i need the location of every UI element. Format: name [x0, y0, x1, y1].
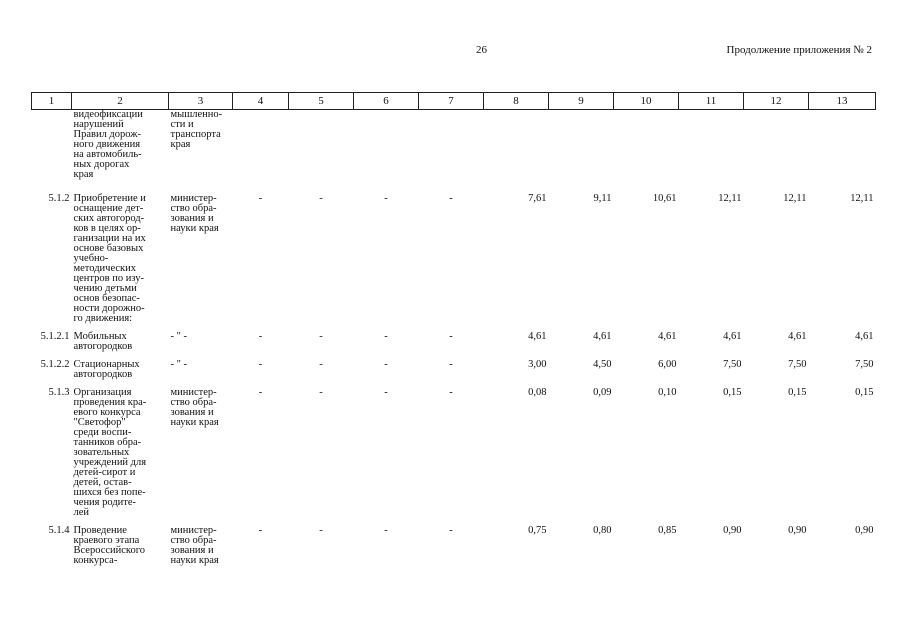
cell-value: 9,11 — [593, 193, 612, 204]
cell-value — [744, 110, 809, 181]
cell-value: 7,50 — [788, 359, 807, 370]
cell-value: 0,80 — [593, 525, 612, 536]
col-header: 7 — [419, 93, 484, 110]
cell-value: 4,61 — [593, 331, 612, 342]
cell-value: - — [258, 359, 263, 370]
cell-value: 7,50 — [723, 359, 742, 370]
cell-value: 7,50 — [855, 359, 874, 370]
cell-value: 4,61 — [723, 331, 742, 342]
cell-value: 0,09 — [593, 387, 612, 398]
cell-value: 0,90 — [723, 525, 742, 536]
cell-value: 0,15 — [723, 387, 742, 398]
cell-value: 0,90 — [855, 525, 874, 536]
cell-value: - — [384, 525, 388, 536]
cell-value: 0,90 — [788, 525, 807, 536]
cell-value: 12,11 — [783, 193, 807, 204]
measure-name: видеофиксации нарушений Правил дорож- ного движения на автомобиль- ных дорогах края — [73, 109, 143, 180]
col-header: 9 — [549, 93, 614, 110]
table-row — [32, 324, 876, 352]
cell-value: - — [449, 193, 453, 204]
cell-value — [233, 110, 289, 181]
cell-value — [419, 110, 484, 181]
item-number: 5.1.4 — [48, 525, 70, 536]
table-row — [32, 380, 876, 518]
cell-value — [354, 110, 419, 181]
responsible-body: - " - — [170, 331, 188, 342]
cell-value: 4,61 — [528, 331, 547, 342]
table-row — [32, 110, 876, 181]
cell-value: 7,61 — [528, 193, 547, 204]
responsible-body: министер- ство обра- зования и науки края — [170, 193, 219, 234]
col-header: 13 — [809, 93, 876, 110]
cell-value: 0,75 — [528, 525, 547, 536]
cell-value: 10,61 — [652, 193, 677, 204]
measure-name: Организация проведения кра- евого конкурса "Светофор" среди воспи- танников обра- зовательных учреждений для детей-сирот и детей, остав- шихся без попе- чения родите- лей — [73, 387, 147, 518]
cell-value: 4,61 — [788, 331, 807, 342]
measure-name: Проведение краевого этапа Всероссийского конкурса- — [73, 525, 146, 566]
cell-value: 0,08 — [528, 387, 547, 398]
col-header: 10 — [614, 93, 679, 110]
col-header: 4 — [233, 93, 289, 110]
item-number: 5.1.2.2 — [40, 359, 70, 370]
cell-value: 6,00 — [658, 359, 677, 370]
cell-value: 4,61 — [855, 331, 874, 342]
col-header: 11 — [679, 93, 744, 110]
cell-value: 0,10 — [658, 387, 677, 398]
cell-value: - — [384, 193, 388, 204]
col-header: 2 — [72, 93, 169, 110]
cell-value — [614, 110, 679, 181]
program-measures-table — [31, 92, 876, 566]
cell-value: - — [384, 331, 388, 342]
col-header: 3 — [169, 93, 233, 110]
responsible-body: мышленно- сти и транспорта края — [170, 109, 223, 150]
cell-value: 4,50 — [593, 359, 612, 370]
cell-value: - — [449, 525, 453, 536]
cell-value: - — [449, 331, 453, 342]
cell-value — [484, 110, 549, 181]
cell-value: - — [319, 331, 323, 342]
cell-value — [679, 110, 744, 181]
table-row — [32, 352, 876, 380]
col-header: 1 — [32, 93, 72, 110]
cell-value — [809, 110, 876, 181]
item-number — [32, 110, 72, 181]
item-number: 5.1.2.1 — [40, 331, 70, 342]
column-number-row — [32, 93, 876, 110]
cell-value: 0,15 — [855, 387, 874, 398]
cell-value: 4,61 — [658, 331, 677, 342]
measure-name: Приобретение и оснащение дет- ских автогород- ков в целях ор- ганизации на их основе базовых учебно- методических центров по изу- чению детьми основ безопас- ности дорожно- го движения: — [73, 193, 146, 324]
cell-value: - — [258, 387, 263, 398]
item-number: 5.1.3 — [48, 387, 70, 398]
cell-value: - — [319, 359, 323, 370]
cell-value: 12,11 — [850, 193, 874, 204]
cell-value: - — [319, 387, 323, 398]
responsible-body: министер- ство обра- зования и науки края — [170, 387, 219, 428]
cell-value: - — [384, 387, 388, 398]
cell-value: 0,85 — [658, 525, 677, 536]
measure-name: Мобильных автогородков — [73, 331, 133, 352]
responsible-body: министер- ство обра- зования и науки края — [170, 525, 219, 566]
table-row — [32, 180, 876, 324]
responsible-body: - " - — [170, 359, 188, 370]
appendix-continuation-label: Продолжение приложения № 2 — [726, 44, 872, 56]
item-number: 5.1.2 — [48, 193, 70, 204]
cell-value: 0,15 — [788, 387, 807, 398]
page-number: 26 — [476, 44, 487, 56]
cell-value: 3,00 — [528, 359, 547, 370]
cell-value: - — [258, 193, 263, 204]
cell-value: 12,11 — [718, 193, 742, 204]
col-header: 6 — [354, 93, 419, 110]
cell-value: - — [319, 525, 323, 536]
col-header: 8 — [484, 93, 549, 110]
cell-value: - — [384, 359, 388, 370]
cell-value — [289, 110, 354, 181]
cell-value — [549, 110, 614, 181]
col-header: 5 — [289, 93, 354, 110]
cell-value: - — [258, 331, 263, 342]
cell-value: - — [449, 359, 453, 370]
table-row — [32, 518, 876, 566]
cell-value: - — [258, 525, 263, 536]
measure-name: Стационарных автогородков — [73, 359, 140, 380]
col-header: 12 — [744, 93, 809, 110]
cell-value: - — [319, 193, 323, 204]
cell-value: - — [449, 387, 453, 398]
